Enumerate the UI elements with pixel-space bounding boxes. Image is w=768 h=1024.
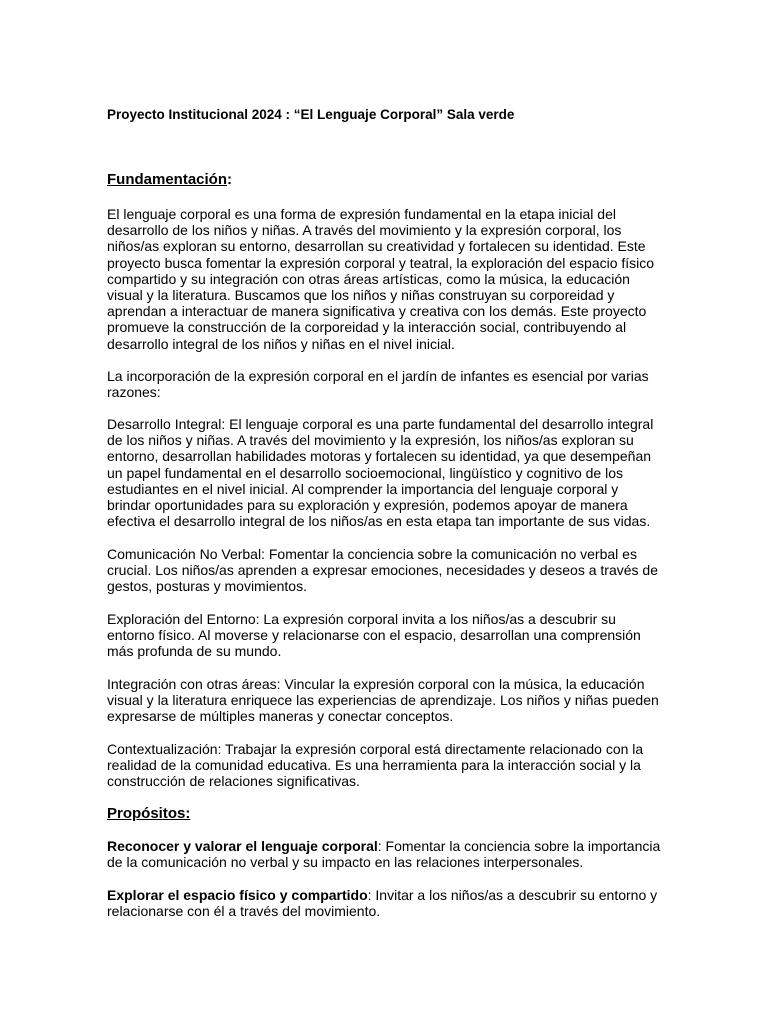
paragraph-integracion-areas: Integración con otras áreas: Vincular la expresión corporal con la música, la educación visual y la literatura enriquece las experiencias de aprendizaje. Los niños y niñas pueden expresarse de múltiples maneras y conectar conceptos. xyxy=(107,676,659,725)
proposito-lead: Explorar el espacio físico y compartido xyxy=(107,887,368,903)
document-title: Proyecto Institucional 2024 : “El Lenguaje Corporal” Sala verde xyxy=(107,107,515,122)
section-heading-fundamentacion xyxy=(107,171,232,188)
paragraph-desarrollo-integral: Desarrollo Integral: El lenguaje corporal es una parte fundamental del desarrollo integral de los niños y niñas. A través del movimiento y la expresión, los niños/as exploran su entorno, desarrollan habilidades motoras y fortalecen su identidad, ya que desempeñan un papel fundamental en el desarrollo socioemocional, lingüístico y cognitivo de los estudiantes en el nivel inicial. Al comprender la importancia del lenguaje corporal y brindar oportunidades para su exploración y expresión, podemos apoyar de manera efectiva el desarrollo integral de los niños/as en esta etapa tan importante de sus vidas. xyxy=(107,416,654,530)
paragraph-exploracion-entorno: Exploración del Entorno: La expresión corporal invita a los niños/as a descubrir su entorno físico. Al moverse y relacionarse con el espacio, desarrollan una comprensión más profunda de su mundo. xyxy=(107,611,641,660)
heading-text: Propósitos: xyxy=(107,805,191,822)
proposito-item xyxy=(107,887,663,919)
proposito-text: : Invitar a los niños/as a descubrir su entorno y relacionarse con él a través del movimiento. xyxy=(107,887,658,920)
paragraph-reasons-intro: La incorporación de la expresión corporal en el jardín de infantes es esencial por varias razones: xyxy=(107,368,649,401)
paragraph-comunicacion-no-verbal: Comunicación No Verbal: Fomentar la conciencia sobre la comunicación no verbal es crucial. Los niños/as aprenden a expresar emociones, necesidades y deseos a través de gestos, posturas y movimientos. xyxy=(107,546,658,595)
heading-suffix: : xyxy=(227,171,233,188)
heading-text: Fundamentación xyxy=(107,171,228,188)
section-heading-propositos xyxy=(107,805,190,822)
paragraph-contextualizacion: Contextualización: Trabajar la expresión corporal está directamente relacionado con la realidad de la comunidad educativa. Es una herramienta para la interacción social y la construcción de relaciones significativas. xyxy=(107,741,644,790)
paragraph-intro: El lenguaje corporal es una forma de expresión fundamental en la etapa inicial del desarrollo de los niños y niñas. A través del movimiento y la expresión corporal, los niños/as exploran su entorno, desarrollan su creatividad y fortalecen su identidad. Este proyecto busca fomentar la expresión corporal y teatral, la exploración del espacio físico compartido y su integración con otras áreas artísticas, como la música, la educación visual y la literatura. Buscamos que los niños y niñas construyan su corporeidad y aprendan a interactuar de manera significativa y creativa con los demás. Este proyecto promueve la construcción de la corporeidad y la interacción social, contribuyendo al desarrollo integral de los niños y niñas en el nivel inicial. xyxy=(107,206,655,352)
proposito-lead: Reconocer y valorar el lenguaje corporal xyxy=(107,838,378,854)
proposito-item xyxy=(107,838,663,870)
proposito-text: : Fomentar la conciencia sobre la importancia de la comunicación no verbal y su impacto en las relaciones interpersonales. xyxy=(107,838,661,871)
